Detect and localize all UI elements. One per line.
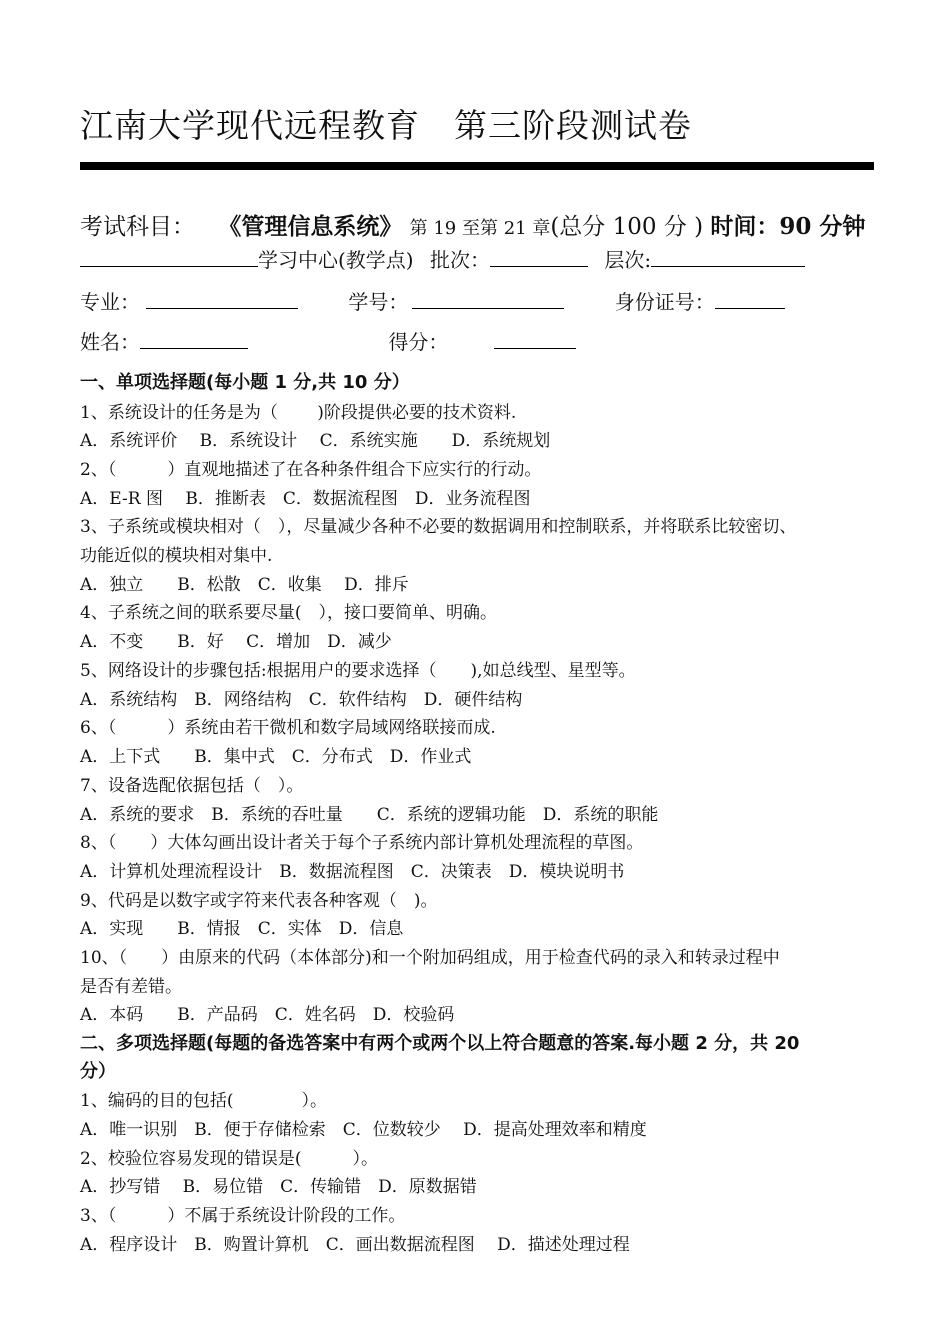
q-line: 2、校验位容易发现的错误是( ）。 [80, 1149, 378, 1169]
subject-line [80, 208, 865, 241]
center-blank[interactable] [80, 246, 258, 267]
q-line: A．E-R 图 B．推断表 C．数据流程图 D．业务流程图 [80, 489, 531, 509]
total-score: (总分 100 分 ) [550, 214, 704, 240]
q-line: A．抄写错 B．易位错 C．传输错 D．原数据错 [80, 1177, 477, 1197]
id-card-label: 身份证号： [614, 290, 715, 314]
q-line: A．系统的要求 B．系统的吞吐量 C．系统的逻辑功能 D．系统的职能 [80, 805, 659, 825]
q-line: A．独立 B．松散 C．收集 D．排斥 [80, 575, 409, 595]
name-blank[interactable] [140, 328, 248, 349]
chapters: 第 19 至第 21 章 [409, 218, 551, 239]
section1-heading: 一、单项选择题(每小题 1 分,共 10 分） [80, 372, 410, 393]
q-line: 功能近似的模块相对集中. [80, 546, 273, 566]
q-line: A．上下式 B．集中式 C．分布式 D．作业式 [80, 747, 472, 767]
page-title: 江南大学现代远程教育 第三阶段测试卷 [80, 106, 692, 145]
q-line: 10、（ ）由原来的代码（本体部分)和一个附加码组成，用于检查代码的录入和转录过程中 [80, 948, 780, 968]
name-line [80, 326, 576, 355]
section2-heading-cont: 分） [80, 1061, 116, 1082]
q-line: 4、子系统之间的联系要尽量( ），接口要简单、明确。 [80, 603, 497, 623]
q-line: 8、（ ）大体勾画出设计者关于每个子系统内部计算机处理流程的草图。 [80, 833, 644, 853]
score-blank[interactable] [494, 328, 576, 349]
subject-label: 考试科目： [80, 214, 195, 240]
major-label: 专业： [80, 290, 140, 314]
q-line: 1、编码的目的包括( ）。 [80, 1091, 327, 1111]
q-line: A．系统评价 B．系统设计 C．系统实施 D．系统规划 [80, 431, 551, 451]
q-line: A．实现 B．情报 C．实体 D．信息 [80, 919, 404, 939]
major-blank[interactable] [146, 288, 298, 309]
q-line: 3、（ ）不属于系统设计阶段的工作。 [80, 1206, 406, 1226]
id-card-blank[interactable] [715, 288, 785, 309]
q-line: 6、（ ）系统由若干微机和数字局域网络联接而成. [80, 718, 496, 738]
q-line: A．系统结构 B．网络结构 C．软件结构 D．硬件结构 [80, 690, 523, 710]
time-limit: 时间：90 分钟 [710, 213, 866, 240]
q-line: A．不变 B．好 C．增加 D．减少 [80, 632, 392, 652]
student-id-label: 学号： [348, 290, 409, 314]
q-line: 3、子系统或模块相对（ ），尽量减少各种不必要的数据调用和控制联系，并将联系比较密切、 [80, 517, 797, 537]
batch-label: 批次： [429, 248, 490, 272]
q-line: 2、（ ）直观地描述了在各种条件组合下应实行的行动。 [80, 460, 542, 480]
section2-heading: 二、多项选择题(每题的备选答案中有两个或两个以上符合题意的答案.每小题 2 分，共 20 [80, 1033, 800, 1054]
q-line: 9、代码是以数字或字符来代表各种客观（ )。 [80, 891, 438, 911]
q-line: 是否有差错。 [80, 977, 182, 997]
q-line: 1、系统设计的任务是为（ )阶段提供必要的技术资料. [80, 403, 517, 423]
subject-name: 《管理信息系统》 [218, 213, 403, 240]
score-label: 得分： [388, 330, 449, 354]
level-blank[interactable] [651, 246, 805, 267]
title-rule [80, 162, 874, 170]
q-line: 7、设备选配依据包括（ ）。 [80, 776, 304, 796]
q-line: A．计算机处理流程设计 B．数据流程图 C．决策表 D．模块说明书 [80, 862, 625, 882]
q-line: A．唯一识别 B．便于存储检索 C．位数较少 D．提高处理效率和精度 [80, 1120, 647, 1140]
batch-blank[interactable] [490, 246, 588, 267]
q-line: 5、网络设计的步骤包括:根据用户的要求选择（ ),如总线型、星型等。 [80, 661, 636, 681]
q-line: A．本码 B．产品码 C．姓名码 D．校验码 [80, 1005, 455, 1025]
student-id-blank[interactable] [412, 288, 564, 309]
major-line [80, 286, 785, 315]
level-label: 层次: [604, 248, 652, 272]
center-label: 学习中心(教学点) [258, 248, 414, 272]
name-label: 姓名： [80, 330, 140, 354]
center-line [80, 244, 805, 273]
q-line: A．程序设计 B．购置计算机 C．画出数据流程图 D．描述处理过程 [80, 1235, 630, 1255]
